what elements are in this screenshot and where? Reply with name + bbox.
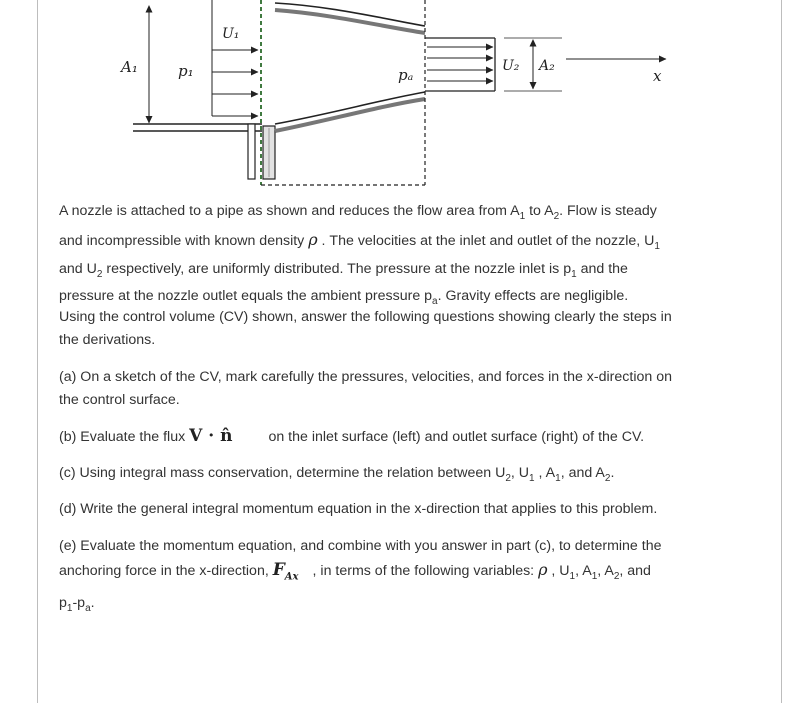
intro-line-2: and incompressible with known density ρ . The velocities at the inlet and outlet of the nozzle, $U_1$ — [59, 229, 660, 252]
label-x: x — [653, 67, 662, 85]
label-a2: A₂ — [539, 58, 555, 74]
flux-symbol: V · n̂ — [189, 426, 233, 446]
label-p1: p₁ — [178, 62, 194, 80]
intro-line-4: pressure at the nozzle outlet equals the ambient pressure $p_a$. Gravity effects are negligible. — [59, 288, 629, 308]
label-u1: U₁ — [222, 26, 240, 42]
intro-line-3: and $U_2$ respectively, are uniformly distributed. The pressure at the nozzle inlet is $p_1$ and the — [59, 260, 628, 280]
question-b: (b) Evaluate the flux V · n̂ on the inlet surface (left) and outlet surface (right) of the CV. — [59, 426, 645, 446]
label-a1: A₁ — [121, 58, 138, 76]
problem-intro — [59, 200, 749, 313]
pipe-wall — [133, 124, 262, 131]
nozzle-diagram — [0, 0, 793, 190]
question-c: (c) Using integral mass conservation, determine the relation between $U_2$, $U_1$ , $A_1$, and $A_2$. — [59, 465, 615, 484]
inlet-velocity-arrows — [212, 0, 258, 116]
question-d: (d) Write the general integral momentum equation in the x-direction that applies to this problem. — [59, 501, 658, 517]
label-pa: pₐ — [398, 66, 414, 84]
question-a: (a) On a sketch of the CV, mark carefully the pressures, velocities, and forces in the x-direction on the control surface. — [59, 369, 672, 408]
rho-symbol: ρ — [308, 229, 318, 249]
label-u2: U₂ — [502, 58, 520, 74]
anchoring-force-symbol: $F_{Ax}$ — [272, 560, 299, 583]
question-e: (e) Evaluate the momentum equation, and combine with you answer in part (c), to determine the anchoring force in the x-direction, $F_{Ax}$ , in terms of the following variables: ρ , $U_1$, $A_1$, $A_2$, and $p_1-p_a$. — [59, 538, 662, 615]
cv-instructions: Using the control volume (CV) shown, answer the following questions showing clearly the steps in the derivations. — [59, 309, 672, 348]
intro-line-1: A nozzle is attached to a pipe as shown and reduces the flow area from $A_1$ to $A_2$. Flow is steady — [59, 203, 657, 222]
outlet-jet — [425, 38, 495, 91]
